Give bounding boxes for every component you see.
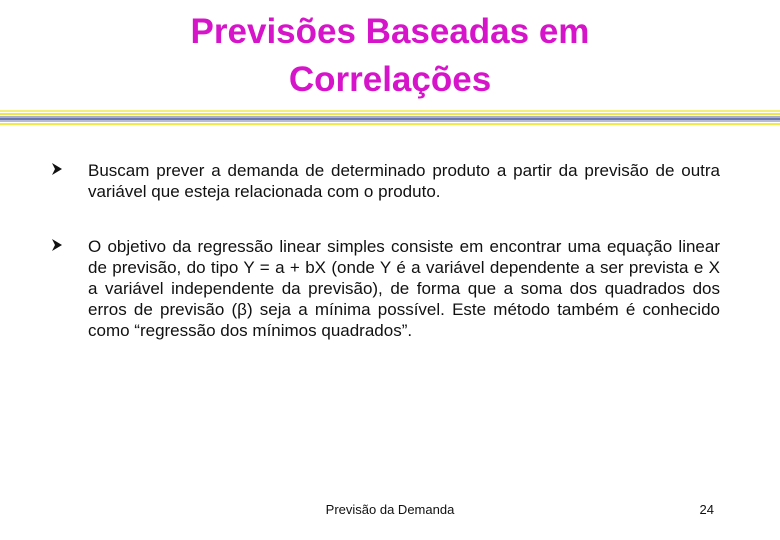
arrowhead-bullet-icon [50, 238, 64, 252]
arrowhead-bullet-icon [50, 162, 64, 176]
title-line-2: Correlações [288, 60, 492, 99]
bullet-item [50, 160, 720, 202]
title-line-1: Previsões Baseadas em [190, 12, 590, 51]
page-number: 24 [699, 502, 714, 517]
bullet-text: Buscam prever a demanda de determinado produto a partir da previsão de outra variável que esteja relacionada com o produto. [88, 161, 720, 201]
footer-text: Previsão da Demanda [325, 502, 455, 517]
bullet-item [50, 236, 720, 341]
bullet-text: O objetivo da regressão linear simples consiste em encontrar uma equação linear de previsão, do tipo Y = a + bX (onde Y é a variável dependente a ser prevista e X a variável independente da previsão), de forma que a soma dos quadrados dos erros de previsão (β) seja a mínima possível. Este método também é conhecido como “regressão dos mínimos quadrados”. [88, 237, 720, 340]
